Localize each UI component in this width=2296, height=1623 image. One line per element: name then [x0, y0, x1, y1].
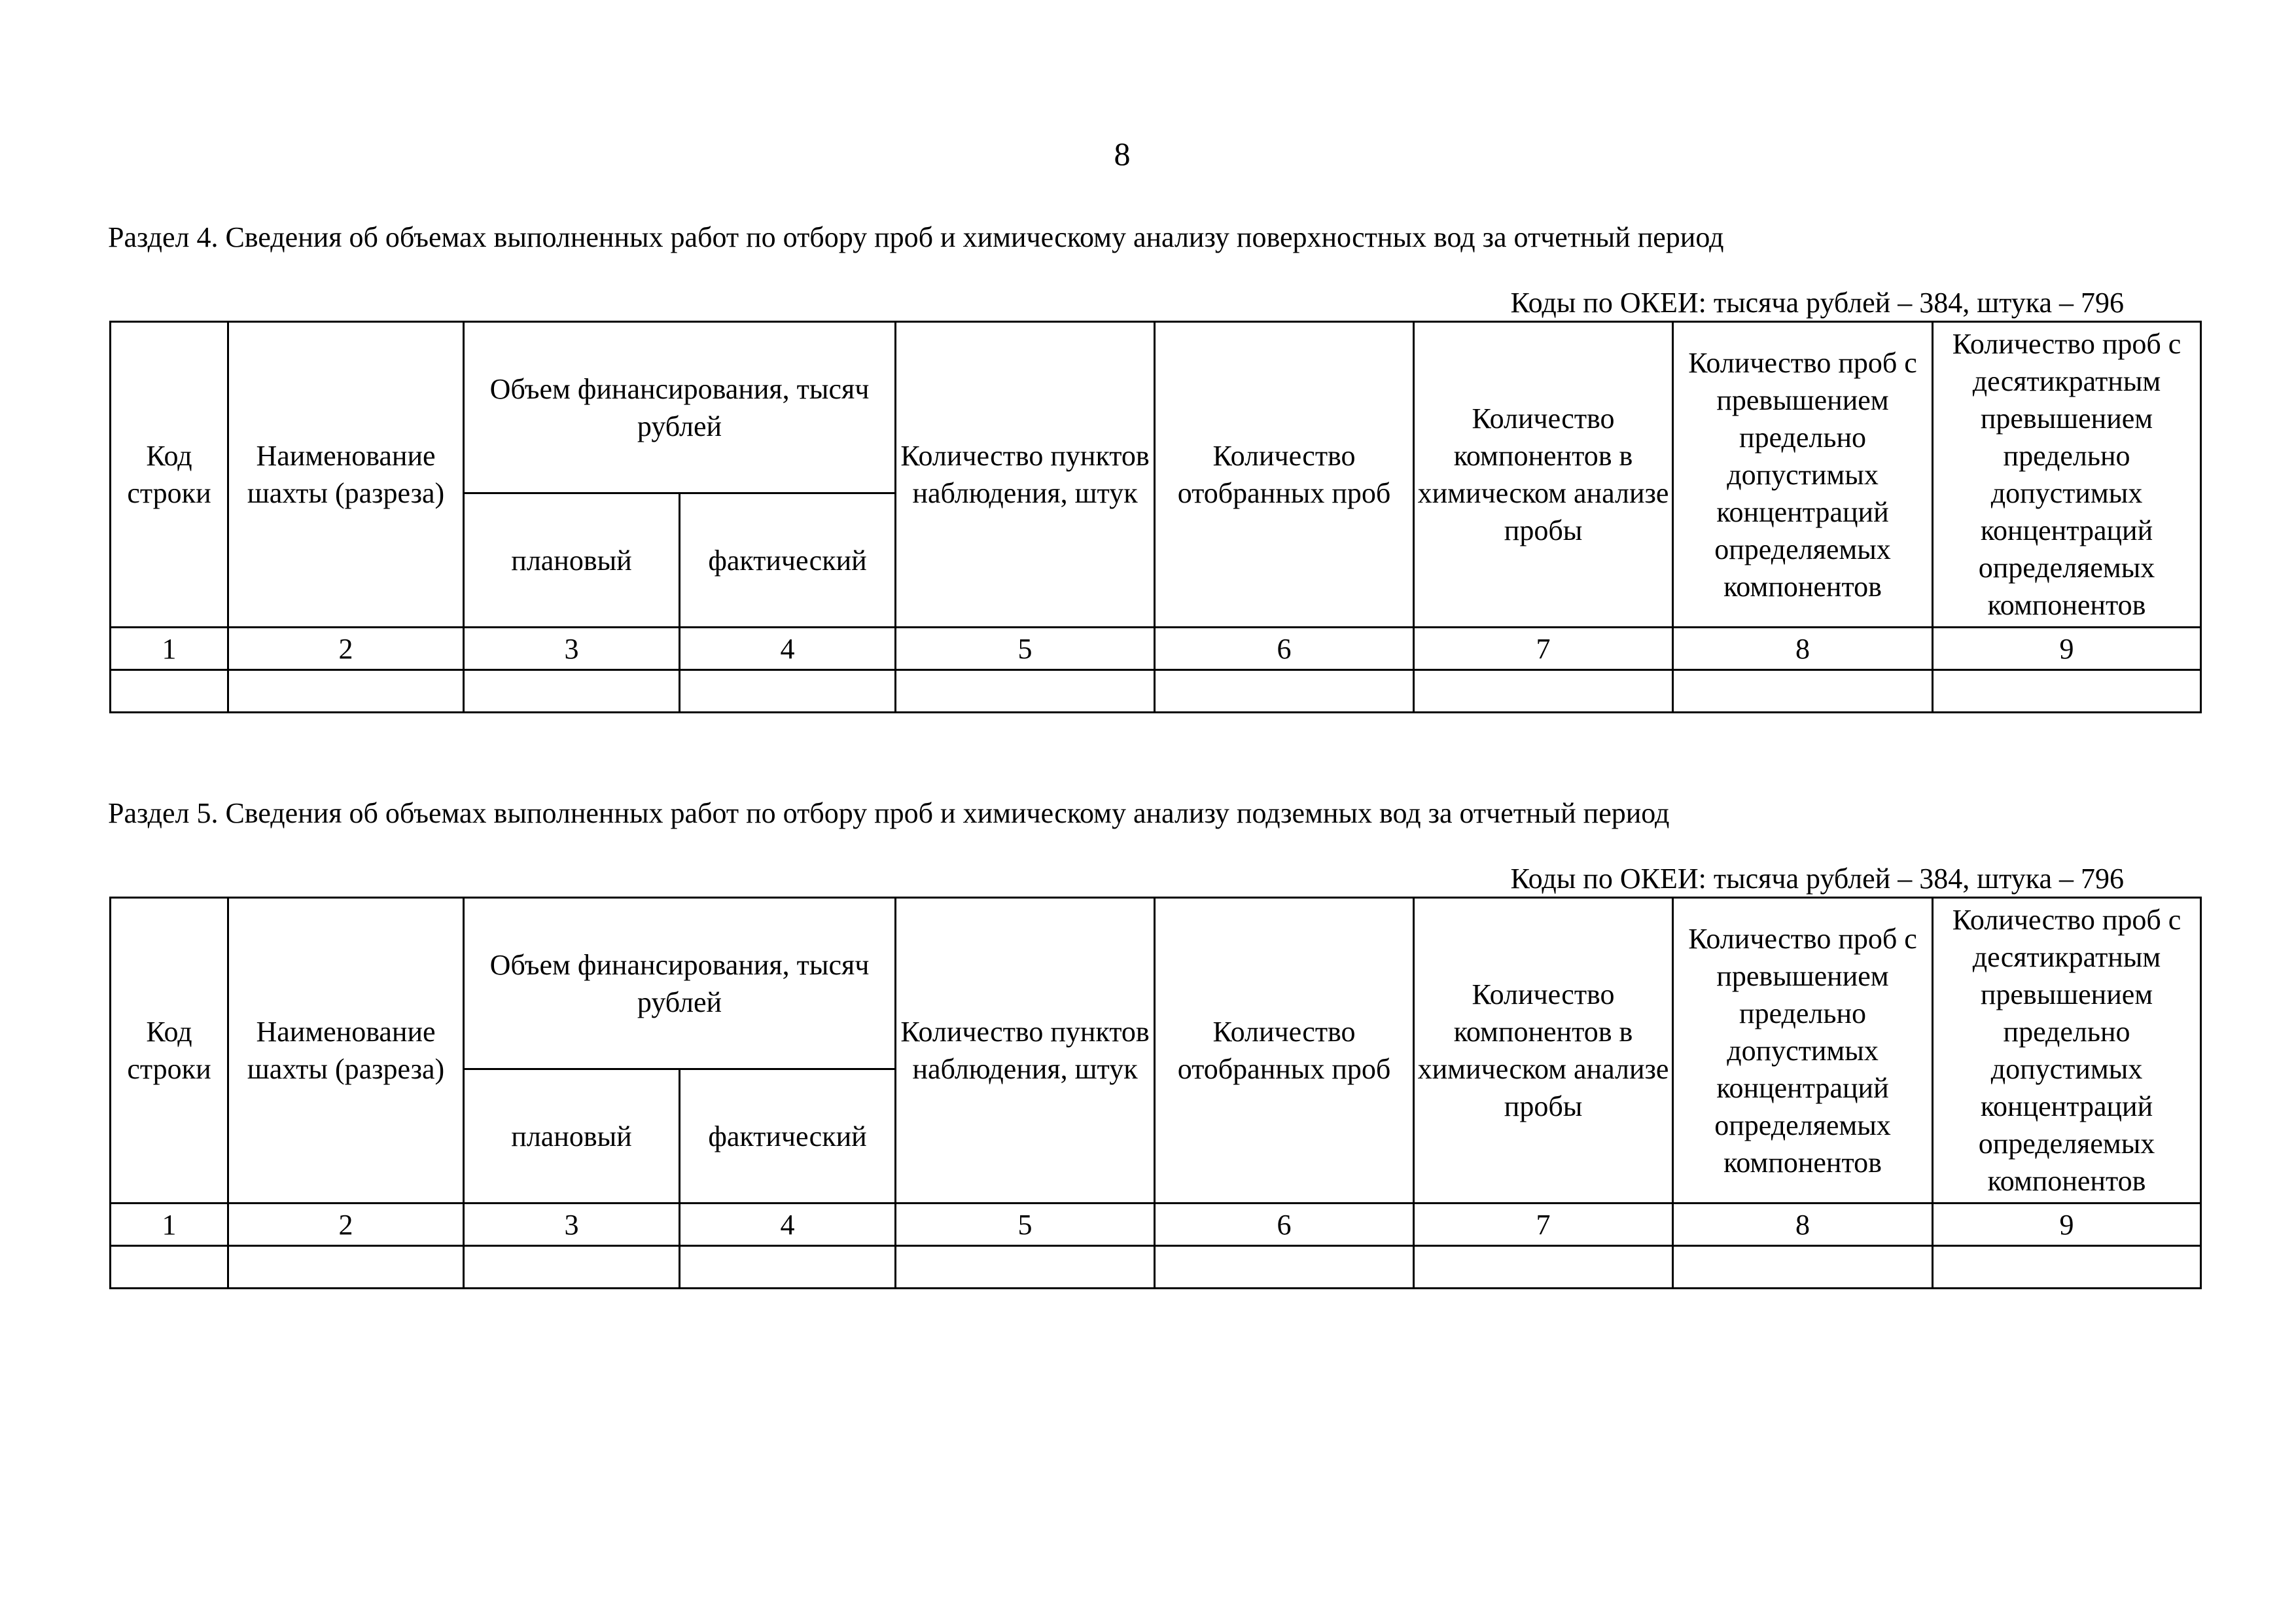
- data-cell: [228, 1246, 464, 1289]
- header-components: Количество компонентов в химическом анализе пробы: [1414, 322, 1673, 628]
- data-cell: [1933, 670, 2201, 713]
- column-number: 7: [1414, 1204, 1673, 1246]
- header-components: Количество компонентов в химическом анализе пробы: [1414, 898, 1673, 1204]
- data-cell: [1155, 670, 1414, 713]
- data-cell: [896, 1246, 1155, 1289]
- section-5-table: [109, 897, 2202, 1289]
- page-number: 8: [1114, 135, 1131, 172]
- header-financing: Объем финансирования, тысяч рублей: [464, 898, 896, 1069]
- section-4-table: [109, 321, 2202, 713]
- header-samples-tenfold: Количество проб с десятикратным превышением предельно допустимых концентраций определяемых компонентов: [1933, 322, 2201, 628]
- data-cell: [111, 1246, 228, 1289]
- column-number: 3: [464, 628, 680, 670]
- data-cell: [1673, 670, 1933, 713]
- table-row: [111, 670, 2201, 713]
- section-5-title: Раздел 5. Сведения об объемах выполненных работ по отбору проб и химическому анализу подземных вод за отчетный период: [108, 797, 1670, 829]
- data-cell: [464, 670, 680, 713]
- header-samples-tenfold: Количество проб с десятикратным превышением предельно допустимых концентраций определяемых компонентов: [1933, 898, 2201, 1204]
- column-number: 8: [1673, 628, 1933, 670]
- header-planned: плановый: [464, 493, 680, 628]
- header-planned: плановый: [464, 1069, 680, 1204]
- column-number: 6: [1155, 1204, 1414, 1246]
- column-number: 5: [896, 628, 1155, 670]
- header-samples-taken: Количество отобранных проб: [1155, 898, 1414, 1204]
- header-actual: фактический: [680, 493, 896, 628]
- header-observation-points: Количество пунктов наблюдения, штук: [896, 322, 1155, 628]
- data-cell: [464, 1246, 680, 1289]
- header-code: Код строки: [111, 898, 228, 1204]
- section-4-title: Раздел 4. Сведения об объемах выполненных работ по отбору проб и химическому анализу поверхностных вод за отчетный период: [108, 221, 1724, 253]
- header-samples-taken: Количество отобранных проб: [1155, 322, 1414, 628]
- data-cell: [680, 1246, 896, 1289]
- column-number: 2: [228, 1204, 464, 1246]
- section-5-okei-codes: Коды по ОКЕИ: тысяча рублей – 384, штука – 796: [1510, 863, 2124, 895]
- data-cell: [1155, 1246, 1414, 1289]
- data-cell: [1933, 1246, 2201, 1289]
- table-row: [111, 1246, 2201, 1289]
- section-4-okei-codes: Коды по ОКЕИ: тысяча рублей – 384, штука – 796: [1510, 287, 2124, 319]
- header-samples-exceeding: Количество проб с превышением предельно допустимых концентраций определяемых компонентов: [1673, 898, 1933, 1204]
- header-mine-name: Наименование шахты (разреза): [228, 322, 464, 628]
- column-number: 5: [896, 1204, 1155, 1246]
- header-samples-exceeding: Количество проб с превышением предельно допустимых концентраций определяемых компонентов: [1673, 322, 1933, 628]
- header-mine-name: Наименование шахты (разреза): [228, 898, 464, 1204]
- data-cell: [1414, 670, 1673, 713]
- data-cell: [1414, 1246, 1673, 1289]
- data-cell: [1673, 1246, 1933, 1289]
- column-number: 9: [1933, 1204, 2201, 1246]
- header-actual: фактический: [680, 1069, 896, 1204]
- header-code: Код строки: [111, 322, 228, 628]
- data-cell: [111, 670, 228, 713]
- column-number: 6: [1155, 628, 1414, 670]
- data-cell: [680, 670, 896, 713]
- column-number: 9: [1933, 628, 2201, 670]
- column-number: 4: [680, 628, 896, 670]
- header-observation-points: Количество пунктов наблюдения, штук: [896, 898, 1155, 1204]
- column-number: 8: [1673, 1204, 1933, 1246]
- column-number: 7: [1414, 628, 1673, 670]
- header-financing: Объем финансирования, тысяч рублей: [464, 322, 896, 493]
- column-number: 4: [680, 1204, 896, 1246]
- data-cell: [896, 670, 1155, 713]
- column-number: 2: [228, 628, 464, 670]
- data-cell: [228, 670, 464, 713]
- column-number: 1: [111, 1204, 228, 1246]
- column-number: 1: [111, 628, 228, 670]
- column-number: 3: [464, 1204, 680, 1246]
